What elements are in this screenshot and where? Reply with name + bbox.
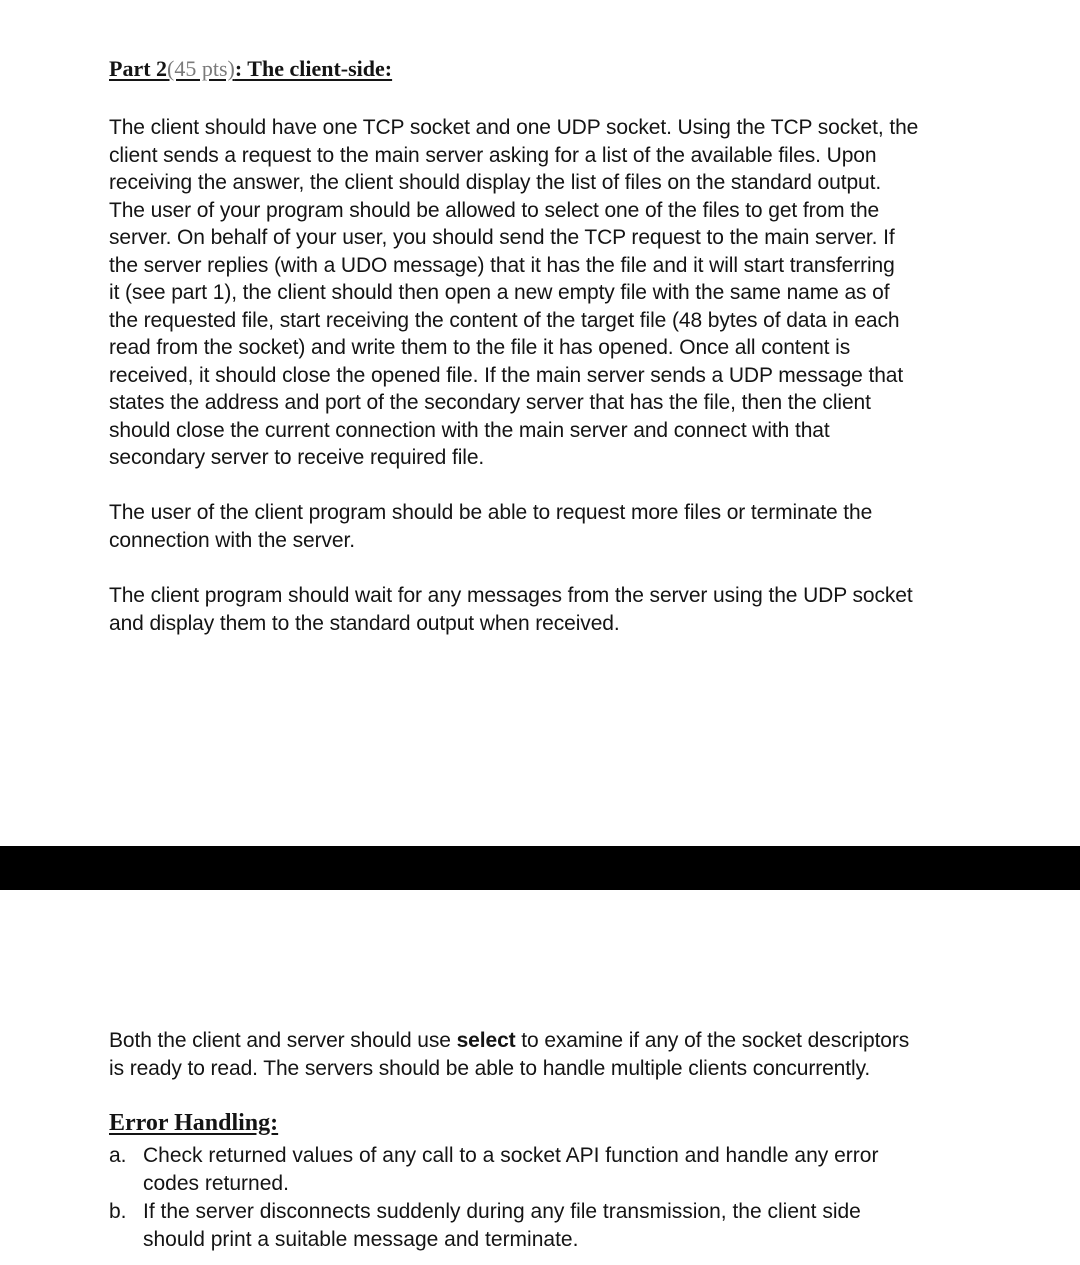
text-line: read from the socket) and write them to the file it has opened. Once all content is: [109, 336, 851, 359]
section-heading: [109, 56, 392, 82]
text-line: received, it should close the opened file. If the main server sends a UDP message that: [109, 363, 904, 387]
text-line: codes returned.: [143, 1171, 289, 1195]
error-handling-list: [109, 1142, 969, 1254]
heading-points: (45 pts): [167, 56, 235, 81]
heading-part: Part 2: [109, 56, 168, 81]
text-line: The client should have one TCP socket and one UDP socket. Using the TCP socket, the: [109, 116, 919, 139]
redaction-bar: [0, 846, 1080, 890]
text-line: If the server disconnects suddenly during any file transmission, the client side: [143, 1200, 861, 1223]
text-line: The user of your program should be allowed to select one of the files to get from the: [109, 198, 880, 222]
text-line: it (see part 1), the client should then open a new empty file with the same name as of: [109, 281, 890, 304]
error-handling-heading: Error Handling:: [109, 1110, 279, 1136]
user-request-paragraph: [109, 499, 969, 554]
list-marker: b.: [109, 1200, 127, 1223]
text-fragment: to examine if any of the socket descriptors: [515, 1029, 910, 1052]
text-line: is ready to read. The servers should be able to handle multiple clients concurrently.: [109, 1056, 871, 1080]
text-line: states the address and port of the secondary server that has the file, then the client: [109, 391, 871, 414]
text-line: and display them to the standard output when received.: [109, 611, 620, 635]
text-line: The user of the client program should be able to request more files or terminate the: [109, 501, 873, 524]
client-description-paragraph: [109, 114, 969, 472]
text-line: the requested file, start receiving the content of the target file (48 bytes of data in each: [109, 308, 900, 332]
list-marker: a.: [109, 1144, 127, 1167]
select-keyword: select: [456, 1029, 516, 1052]
text-fragment: Both the client and server should use: [109, 1029, 457, 1052]
heading-rest: : The client-side:: [234, 56, 393, 81]
text-line: server. On behalf of your user, you should send the TCP request to the main server. If: [109, 226, 895, 249]
text-line: should close the current connection with the main server and connect with that: [109, 418, 830, 442]
list-item: [109, 1142, 969, 1197]
text-line: receiving the answer, the client should display the list of files on the standard output.: [109, 171, 882, 194]
text-line: client sends a request to the main server asking for a list of the available files. Upon: [109, 143, 877, 167]
text-line: [109, 1027, 969, 1055]
text-line: Check returned values of any call to a socket API function and handle any error: [143, 1144, 879, 1167]
text-line: should print a suitable message and terminate.: [143, 1227, 579, 1251]
list-item: [109, 1198, 969, 1253]
text-line: connection with the server.: [109, 528, 355, 552]
text-line: secondary server to receive required file.: [109, 446, 485, 469]
text-line: The client program should wait for any messages from the server using the UDP socket: [109, 584, 913, 607]
udp-wait-paragraph: [109, 582, 969, 637]
select-paragraph: [109, 1027, 969, 1082]
text-line: the server replies (with a UDO message) that it has the file and it will start transferring: [109, 253, 895, 277]
